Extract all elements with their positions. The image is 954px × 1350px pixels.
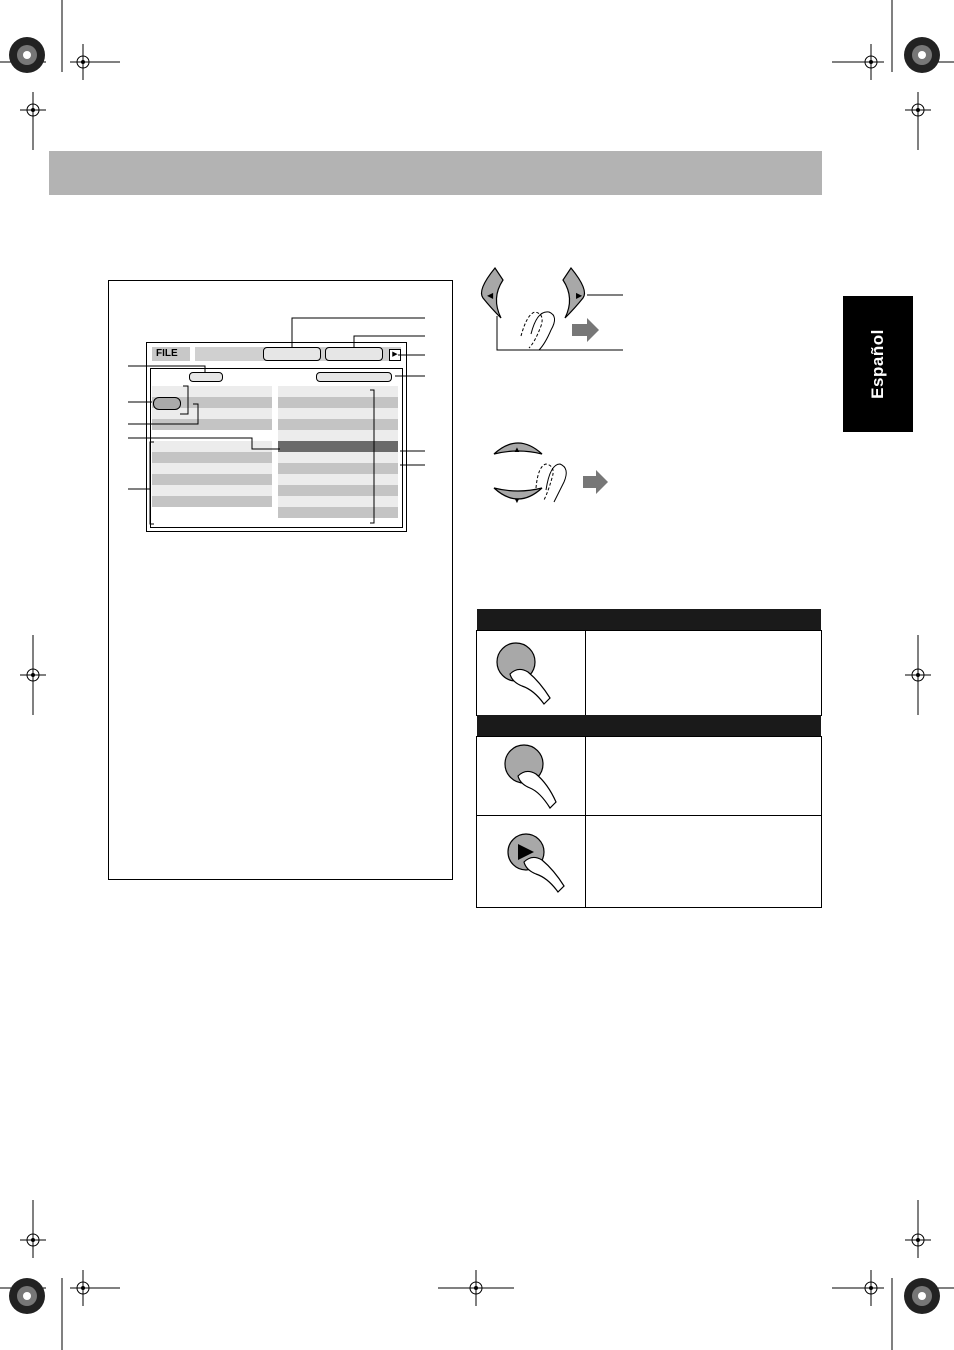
next-page-icon: ▶ xyxy=(389,349,401,361)
play-button-icon xyxy=(494,826,574,896)
table-header-2 xyxy=(477,715,821,737)
language-tab xyxy=(843,296,913,432)
table-header-1 xyxy=(477,609,821,631)
file-label: FILE xyxy=(152,347,190,361)
left-right-arrow-buttons-icon xyxy=(475,262,635,362)
svg-text:◀: ◀ xyxy=(487,291,494,300)
callout-lines xyxy=(100,310,440,530)
svg-text:▲: ▲ xyxy=(513,445,521,454)
round-button-icon-1 xyxy=(494,640,564,710)
svg-text:▶: ▶ xyxy=(576,291,583,300)
section-header-bar xyxy=(49,151,822,195)
round-button-icon-2 xyxy=(494,742,564,812)
table-row-divider xyxy=(477,815,821,816)
language-tab-label: Español xyxy=(868,329,887,399)
up-down-arrow-buttons-icon xyxy=(488,430,618,514)
svg-text:▼: ▼ xyxy=(513,496,521,505)
